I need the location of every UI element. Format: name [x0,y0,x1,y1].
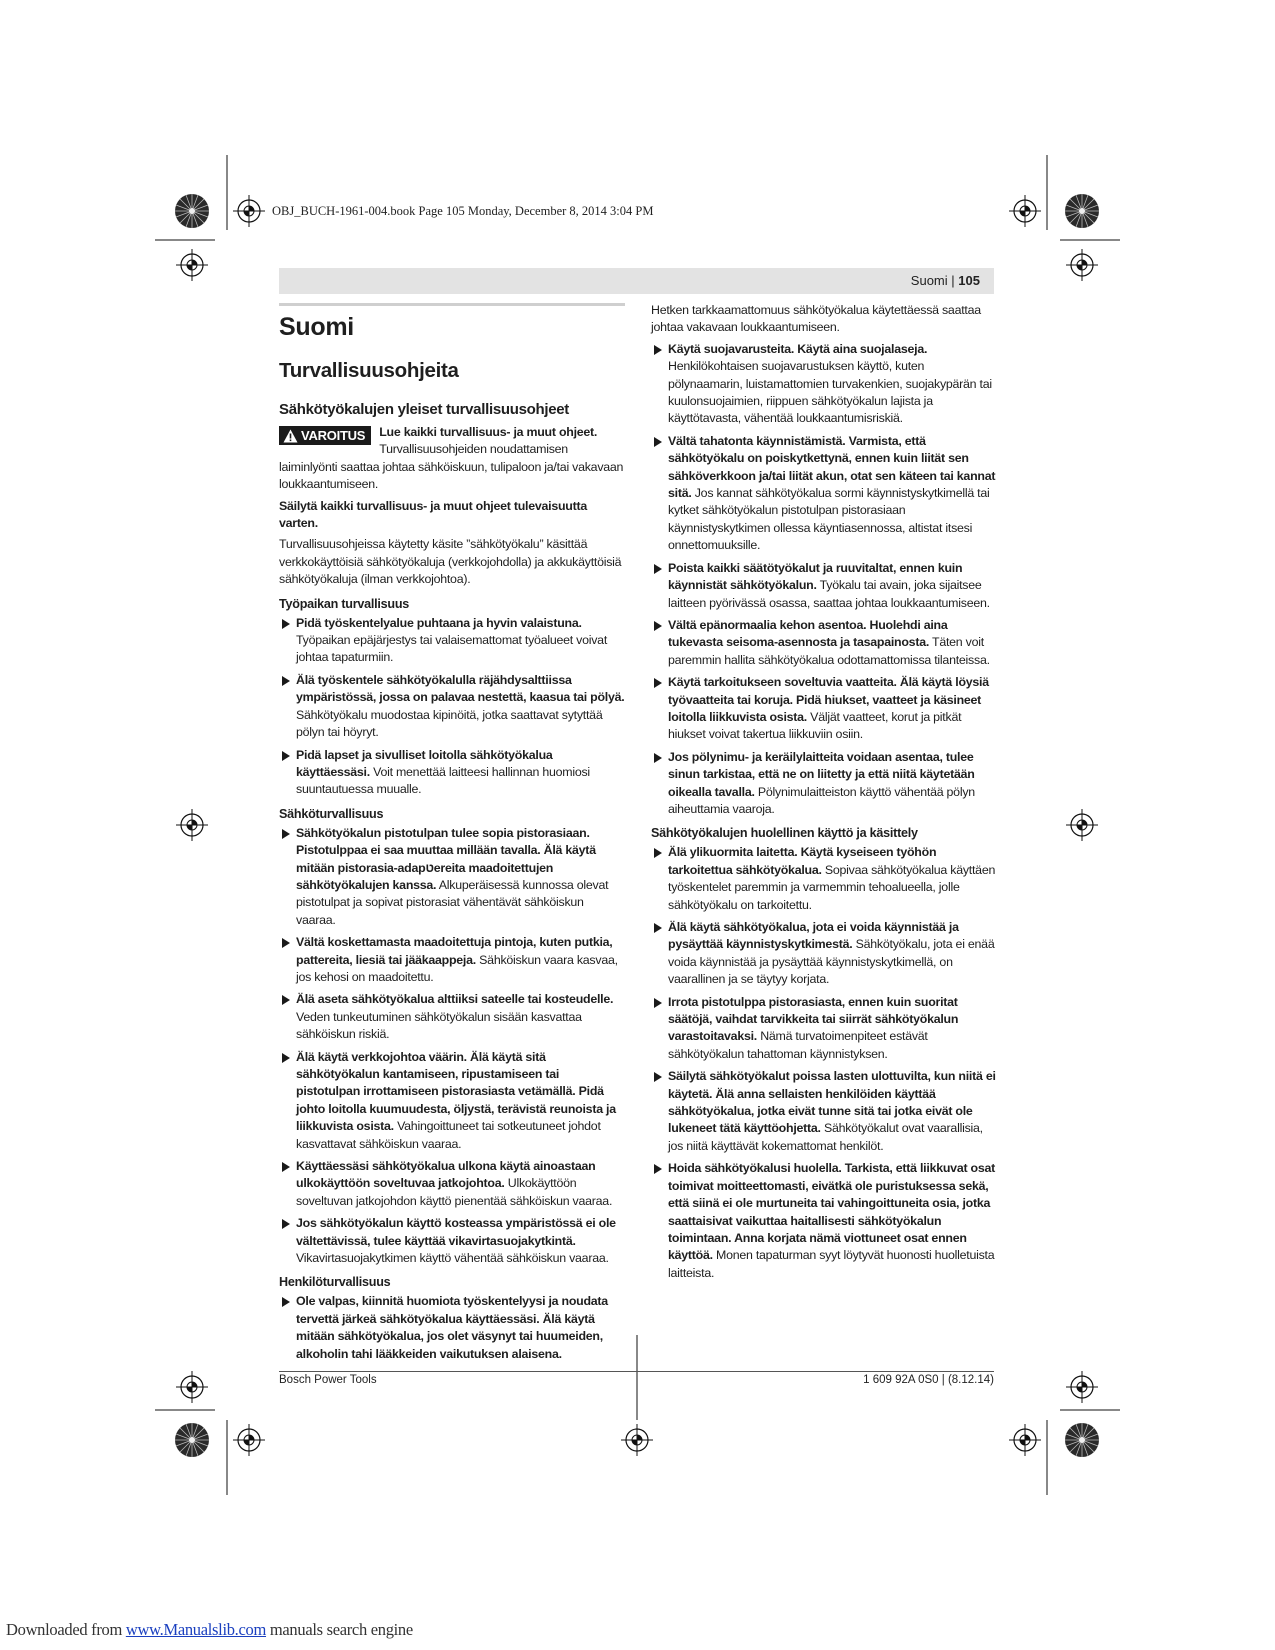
list-item [651,560,998,612]
item-text: Monen tapaturman syyt löytyvät huonosti huolletuista laitteista. [668,1248,995,1280]
header-separator: | [951,273,955,288]
item-text: Alkuperäisessä kunnossa olevat pistotulpat ja sopivat pistorasiat vähentävät sähköiskun vaaraa. [296,877,609,927]
item-bold: Sähkötyökalun pistotulpan tulee sopia pistorasiaan. Pistotulppaa ei saa muuttaa millään tavalla. Älä käytä mitään pistorasia-adapטereita maadoitettujen sähkötyökalujen kanssa. [296,825,596,892]
item-text: Jos kannat sähkötyökalua sormi käynnistyskytkimellä tai kytket sähkötyökalun pistotulpan pistorasiaan käynnistyskytkimen ollessa käyntiasennossa, altistat itsesi onnettomuuksille. [668,486,990,553]
list-item [279,747,625,799]
bullet-arrow-icon [654,1072,662,1082]
item-text: Ulkokäyttöön soveltuvan jatkojohdon käyttö pienentää sähköiskun vaaraa. [296,1176,613,1208]
item-text: Työkalu tai avain, joka sijaitsee laitteen pyörivässä osassa, saattaa johtaa loukkaantumiseen. [668,578,990,610]
header-label [911,273,980,288]
item-bold: Älä käytä verkkojohtoa väärin. Älä käytä sitä sähkötyökalun kantamiseen, ripustamiseen tai pistotulpan irrottamiseen pistorasiasta vetämällä. Pidä johto loitolla kuumuudesta, öljystä, terävistä reunoista ja liikkuvista osista. [296,1049,616,1134]
item-text: Väljät vaatteet, korut ja pitkät hiukset voivat takertua liikkuviin osiin. [668,709,962,742]
personal-list [279,1293,625,1363]
list-item [279,672,625,742]
bullet-arrow-icon [282,1053,290,1063]
warning-lead: Lue kaikki turvallisuus- ja muut ohjeet. [379,425,598,439]
item-text: Sopivaa sähkötyökalua käyttäen työskentelet paremmin ja varmemmin tehoalueella, jolle sähkötyökalu on tarkoitettu. [668,862,996,912]
list-item [651,994,998,1064]
item-bold: Älä käytä sähkötyökalua, jota ei voida käynnistää ja pysäyttää käynnistyskytkimestä. [668,920,959,952]
list-item [651,919,998,989]
bullet-arrow-icon [654,678,662,688]
item-bold: Jos pölynimu- ja keräilylaitteita voidaan asentaa, tulee sinun tarkistaa, että ne on liitetty ja että niitä käytetään oikealla tavalla. [668,749,975,799]
bullet-arrow-icon [282,619,290,629]
warning-block [279,424,625,494]
bullet-arrow-icon [654,1164,662,1174]
bullet-arrow-icon [654,753,662,763]
warning-triangle-icon [283,429,298,443]
header-section: Suomi [910,273,948,288]
care-list [651,844,998,1282]
item-text: Sähkötyökalu muodostaa kipinöitä, jotka saattavat sytyttää pölyn tai höyryt. [296,707,603,740]
list-item [279,615,625,667]
bullet-arrow-icon [282,829,290,839]
care-heading: Sähkötyökalujen huolellinen käyttö ja käsittely [651,826,918,841]
item-bold: Käytä tarkoitukseen soveltuvia vaatteita. Älä käytä löysiä työvaatteita tai koruja. Pidä hiukset, vaatteet ja käsineet loitolla liikkuvista osista. [668,675,989,724]
bullet-arrow-icon [654,564,662,574]
item-bold: Jos sähkötyökalun käyttö kosteassa ympäristössä ei ole vältettävissä, tulee käyttää vikavirtasuojakytkintä. [296,1216,616,1248]
footer-doc-number: 1 609 92A 0S0 | (8.12.14) [863,1374,994,1386]
list-item [651,844,998,914]
bullet-arrow-icon [282,1219,290,1229]
item-bold: Älä aseta sähkötyökalua alttiiksi sateelle tai kosteudelle. [296,992,614,1007]
list-item [279,991,625,1043]
item-text: Veden tunkeutuminen sähkötyökalun sisään kasvattaa sähköiskun riskiä. [296,1009,582,1042]
list-item [279,1158,625,1210]
bullet-arrow-icon [282,1162,290,1172]
warning-badge [279,426,371,445]
item-bold: Säilytä sähkötyökalut poissa lasten ulottuvilta, kun niitä ei käytetä. Älä anna sellaisten henkilöiden käyttää sähkötyökalua, jotka eivät tunne sitä tai jotka eivät ole lukeneet tätä käyttöohjetta. [668,1069,996,1136]
item-bold: Älä ylikuormita laitetta. Käytä kyseiseen työhön tarkoitettua sähkötyökalua. [668,845,937,877]
bullet-arrow-icon [282,1297,290,1307]
list-item [651,341,998,428]
workplace-heading: Työpaikan turvallisuus [279,596,410,611]
item-bold: Pidä työskentelyalue puhtaana ja hyvin valaistuna. [296,615,582,630]
list-item [651,749,998,819]
warning-text: Turvallisuusohjeiden noudattamisen laiminlyönti saattaa johtaa sähköiskuun, tulipaloon ja/tai vakavaan loukkaantumiseen. [279,442,624,492]
item-bold: Älä työskentele sähkötyökalulla räjähdysalttiissa ympäristössä, jossa on palavaa nestettä, kaasua tai pölyä. [296,672,625,705]
definition-text: Turvallisuusohjeissa käytetty käsite ”sähkötyökalu” käsittää verkkokäyttöisiä sähkötyökaluja (verkkojohdolla) ja akkukäyttöisiä sähkötyökaluja (ilman verkkojohtoa). [279,537,622,587]
list-item [651,433,998,555]
bullet-arrow-icon [654,621,662,631]
list-item [279,825,625,929]
column-rule [279,303,625,306]
file-slug: OBJ_BUCH-1961-004.book Page 105 Monday, December 8, 2014 3:04 PM [272,204,654,218]
chapter-title: Turvallisuusohjeita [279,359,459,382]
section-heading: Sähkötyökalujen yleiset turvallisuusohjeet [279,401,570,418]
bullet-arrow-icon [654,345,662,355]
personal-list-continued [651,341,998,819]
list-item [279,1293,625,1363]
item-bold: Hoida sähkötyökalusi huolella. Tarkista, että liikkuvat osat toimivat moitteettomasti, eivätkä ole puristuksessa sekä, että siinä ei ole murtuneita tai vahingoittuneita osia, jotka saattaisivat vaikuttaa haitallisesti sähkötyökalun toimintaan. Anna korjata nämä viottuneet osat ennen käyttöä. [668,1161,996,1263]
bullet-arrow-icon [654,998,662,1008]
list-item [651,674,998,744]
item-text: Täten voit paremmin hallita sähkötyökalua odottamattomissa tilanteissa. [668,635,990,667]
workplace-list [279,615,625,799]
left-column [279,303,625,1368]
item-bold: Käytä suojavarusteita. Käytä aina suojalaseja. [668,341,928,356]
item-bold: Käyttäessäsi sähkötyökalua ulkona käytä ainoastaan ulkokäyttöön soveltuvaa jatkojohtoa. [296,1159,596,1191]
item-bold: Vältä koskettamasta maadoitettuja pintoja, kuten putkia, pattereita, liesiä tai jääkaappeja. [296,935,613,967]
footer-brand: Bosch Power Tools [279,1374,377,1386]
item-bold: Irrota pistotulppa pistorasiasta, ennen kuin suoritat säätöjä, vaihdat tarvikkeita tai siirrät sähkötyökalun varastoitavaksi. [668,994,959,1044]
list-item [651,1160,998,1282]
item-text: Sähköiskun vaara kasvaa, jos kehosi on maadoitettu. [296,952,618,984]
list-item [279,1215,625,1267]
item-bold: Ole valpas, kiinnitä huomiota työskentelyysi ja noudata tervettä järkeä sähkötyökalua käyttäessäsi. Älä käytä mitään sähkötyökalua, jos olet väsynyt tai huumeiden, alkoholin tahi lääkkeiden vaikutuksen alaisena. [296,1294,608,1361]
personal-heading: Henkilöturvallisuus [279,1275,391,1290]
page-header [279,268,994,294]
footer-rule [279,1371,994,1372]
item-text: Vahingoittuneet tai sotkeutuneet johdot kasvattavat sähköiskun vaaraa. [296,1119,601,1151]
list-item [279,934,625,986]
item-bold: Vältä epänormaalia kehon asentoa. Huolehdi aina tukevasta seisoma-asennosta ja tasapainosta. [668,617,948,650]
bullet-arrow-icon [654,848,662,858]
item-bold: Vältä tahatonta käynnistämistä. Varmista, että sähkötyökalu on poiskytkettynä, ennen kuin liität sen sähköverkkoon ja/tai liität akun, otat sen käteen tai kannat sitä. [668,433,996,501]
page-number: 105 [958,273,980,288]
item-text: Sähkötyökalu, jota ei enää voida käynnistää ja pysäyttää käynnistyskytkimellä, on vaarallinen ja se täytyy korjata. [668,937,995,987]
item-text: Sähkötyökalut ovat vaarallisia, jos niitä käyttävät kokemattomat henkilöt. [668,1121,983,1153]
list-item [651,617,998,669]
electrical-list [279,825,625,1268]
item-text: Vikavirtasuojakytkimen käyttö vähentää sähköiskun vaaraa. [296,1251,609,1266]
page-title: Suomi [279,313,354,341]
item-text: Henkilökohtaisen suojavarustuksen käyttö, kuten pölynaamarin, luistamattomien turvakenkien, suojakypärän tai kuulonsuojaimien, riippuen sähkötyökalun lajista ja käyttötavasta, vähentää loukkaantumisriskiä. [668,359,992,426]
right-column [651,302,998,1287]
download-suffix: manuals search engine [266,1620,413,1639]
manualslib-link[interactable]: www.Manualslib.com [125,1620,267,1639]
item-bold: Pidä lapset ja sivulliset loitolla sähkötyökalua käyttäessäsi. [296,747,553,779]
item-bold: Poista kaikki säätötyökalut ja ruuvitaltat, ennen kuin käynnistät sähkötyökalun. [668,560,963,593]
warning-badge-label: VAROITUS [301,428,366,443]
item-text: Voit menettää laitteesi hallinnan huomiosi suuntautuessa muualle. [296,764,590,797]
item-text: Pölynimulaitteiston käyttö vähentää pölyn aiheuttamia vaaroja. [668,784,975,816]
electrical-heading: Sähköturvallisuus [279,806,384,821]
save-instructions: Säilytä kaikki turvallisuus- ja muut ohjeet tulevaisuutta varten. [279,498,588,531]
bullet-arrow-icon [282,751,290,761]
bullet-arrow-icon [654,923,662,933]
bullet-arrow-icon [282,676,290,686]
list-item [279,1049,625,1153]
download-prefix: Downloaded from [6,1620,126,1639]
item-text: Nämä turvatoimenpiteet estävät sähkötyökalun tahattoman käynnistyksen. [668,1029,928,1061]
item-text: Työpaikan epäjärjestys tai valaisemattomat työalueet voivat johtaa tapaturmiin. [296,633,608,665]
download-notice [6,1620,413,1640]
bullet-arrow-icon [282,995,290,1005]
continuation-text: Hetken tarkkaamattomuus sähkötyökalua käytettäessä saattaa johtaa vakavaan loukkaantumiseen. [651,303,981,335]
bullet-arrow-icon [282,938,290,948]
list-item [651,1068,998,1155]
bullet-arrow-icon [654,437,662,447]
